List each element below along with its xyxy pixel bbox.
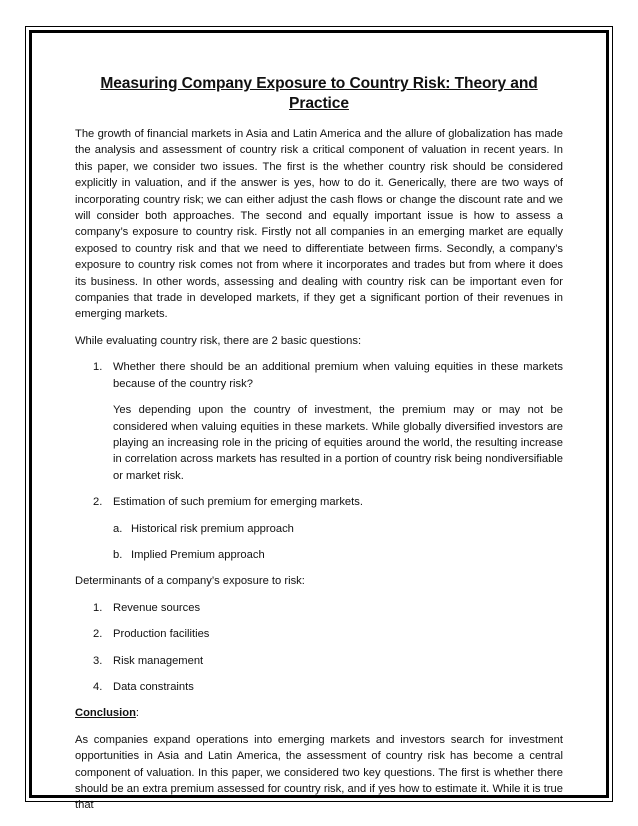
determinants-intro: Determinants of a company’s exposure to risk: (75, 575, 305, 588)
determinant-item-2 (93, 626, 563, 642)
conclusion-heading-line (75, 705, 563, 721)
question-text: Whether there should be an additional premium when valuing equities in these markets because of the country risk? (113, 361, 563, 390)
determinant-number: 2. (93, 628, 103, 641)
approach-letter: b. (113, 548, 123, 561)
determinant-number: 4. (93, 680, 103, 693)
approach-text: Implied Premium approach (131, 548, 265, 561)
question-detail: Yes depending upon the country of investment, the premium may or may not be considered when valuing equities in these markets. While globally diversified investors are playing an increasing role in the pricing of equities around the world, the resulting increase in correlation across markets has resulted in a portion of country risk being nondiversifiable or market risk. (113, 404, 563, 482)
determinant-text: Revenue sources (113, 601, 201, 614)
determinant-item-1 (93, 600, 563, 616)
document-body (75, 74, 563, 824)
determinant-number: 1. (93, 601, 103, 614)
question-number: 1. (93, 361, 103, 374)
conclusion-colon: : (135, 707, 140, 720)
approach-letter: a. (113, 522, 123, 535)
question-item-1 (93, 359, 563, 484)
document-title: Measuring Company Exposure to Country Risk: Theory and Practice (100, 75, 538, 112)
determinant-text: Data constraints (113, 680, 194, 693)
question-number: 2. (93, 496, 103, 509)
approach-item-a (113, 521, 563, 537)
question-item-2 (93, 494, 563, 510)
determinant-item-3 (93, 653, 563, 669)
conclusion-heading: Conclusion (75, 707, 136, 720)
question-text: Estimation of such premium for emerging markets. (113, 496, 363, 509)
questions-intro: While evaluating country risk, there are 2 basic questions: (75, 334, 362, 347)
determinant-item-4 (93, 679, 563, 695)
conclusion-paragraph: As companies expand operations into emerging markets and investors search for investment opportunities in Asia and Latin America, the assessment of country risk has become a central component of valuation. In this paper, we considered two key questions. The first is whether there should be an extra premium assessed for country risk, and if yes how to estimate it. While it is true that (75, 733, 563, 812)
determinant-text: Risk management (113, 654, 204, 667)
determinant-number: 3. (93, 654, 103, 667)
approach-item-b (113, 547, 563, 563)
approach-text: Historical risk premium approach (131, 522, 294, 535)
determinant-text: Production facilities (113, 628, 210, 641)
intro-paragraph: The growth of financial markets in Asia and Latin America and the allure of globalization has made the analysis and assessment of country risk a critical component of valuation in recent years. In this paper, we consider two issues. The first is the whether country risk should be considered explicitly in valuation, and if the answer is yes, how to do it. Generically, there are two ways of incorporating country risk; we can either adjust the cash flows or change the discount rate and we will consider both approaches. The second and equally important issue is how to assess a company’s exposure to country risk. Firstly not all companies in an emerging market are equally exposed to country risk and that we need to differentiate between firms. Secondly, a company’s exposure to country risk comes not from where it incorporates and trades but from where it does its business. In other words, assessing and dealing with country risk can be important even for companies that trade in developed markets, if they get a significant portion of their revenues in emerging markets. (75, 128, 563, 321)
